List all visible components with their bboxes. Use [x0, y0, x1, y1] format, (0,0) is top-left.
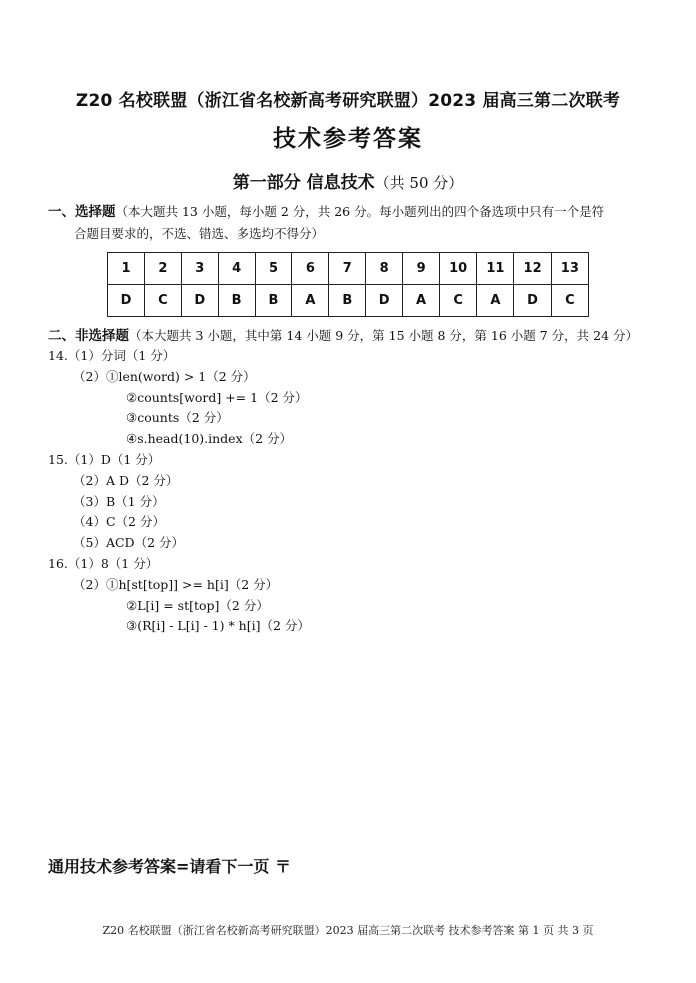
part-score: （共 50 分）	[374, 174, 464, 192]
answer-cell: A	[292, 285, 329, 317]
question-number: 6	[292, 253, 329, 285]
section2-description: （本大题共 3 小题，其中第 14 小题 9 分，第 15 小题 8 分，第 16 小题 7 分，共 24 分）	[129, 328, 639, 343]
answer-cell: B	[218, 285, 255, 317]
answer-line: （3）B（1 分）	[73, 493, 165, 509]
question-number: 11	[477, 253, 514, 285]
answer-cell: C	[144, 285, 181, 317]
question-number: 2	[144, 253, 181, 285]
answer-line: 16.（1）8（1 分）	[48, 555, 159, 571]
question-number: 4	[218, 253, 255, 285]
answer-line: （2）①h[st[top]] >= h[i]（2 分）	[73, 576, 279, 592]
answer-line: ③(R[i] - L[i] - 1) * h[i]（2 分）	[126, 618, 310, 634]
answer-table-answer-row	[108, 285, 589, 317]
document-title: 技术参考答案	[273, 126, 423, 152]
answer-cell: C	[440, 285, 477, 317]
answer-line: 14.（1）分词（1 分）	[48, 348, 176, 363]
section1-description: （本大题共 13 小题，每小题 2 分，共 26 分。每小题列出的四个备选项中只有一个是符	[115, 204, 605, 219]
exam-header-title: Z20 名校联盟（浙江省名校新高考研究联盟）2023 届高三第二次联考	[75, 91, 621, 111]
answer-cell: D	[514, 285, 551, 317]
question-number: 13	[551, 253, 588, 285]
question-number: 9	[403, 253, 440, 285]
answer-line: （5）ACD（2 分）	[73, 535, 184, 551]
question-number: 1	[108, 253, 145, 285]
answer-cell: D	[181, 285, 218, 317]
part-title-label: 第一部分 信息技术	[232, 173, 375, 193]
answer-cell: D	[366, 285, 403, 317]
section2-heading: 二、非选择题	[48, 328, 129, 344]
answer-cell: A	[477, 285, 514, 317]
answer-cell: A	[403, 285, 440, 317]
answer-line: ③counts（2 分）	[126, 410, 229, 426]
question-number: 10	[440, 253, 477, 285]
answer-cell: D	[108, 285, 145, 317]
answer-line: （2）A D（2 分）	[73, 472, 179, 488]
section-multiple-choice	[48, 201, 658, 245]
answer-cell: C	[551, 285, 588, 317]
question-number: 5	[255, 253, 292, 285]
answer-line: ④s.head(10).index（2 分）	[126, 431, 293, 447]
answer-table	[107, 252, 589, 317]
answer-line: ②counts[word] += 1（2 分）	[126, 389, 308, 405]
question-number: 8	[366, 253, 403, 285]
question-number: 12	[514, 253, 551, 285]
answer-cell: B	[255, 285, 292, 317]
next-page-note: 通用技术参考答案=请看下一页 〒	[48, 857, 291, 876]
answer-lines	[48, 346, 668, 637]
part-title	[0, 168, 696, 193]
answer-line: 15.（1）D（1 分）	[48, 451, 161, 467]
section1-heading: 一、选择题	[48, 204, 116, 220]
page-footer: Z20 名校联盟（浙江省名校新高考研究联盟）2023 届高三第二次联考 技术参考答案 第 1 页 共 3 页	[102, 924, 594, 937]
answer-line: （2）①len(word) > 1（2 分）	[73, 368, 256, 384]
answer-line: ②L[i] = st[top]（2 分）	[126, 597, 269, 613]
section-non-choice	[48, 325, 688, 347]
question-number: 3	[181, 253, 218, 285]
question-number: 7	[329, 253, 366, 285]
answer-table-number-row	[108, 253, 589, 285]
answer-line: （4）C（2 分）	[73, 514, 165, 530]
answer-cell: B	[329, 285, 366, 317]
section1-description-cont: 合题目要求的，不选、错选、多选均不得分）	[74, 226, 325, 241]
